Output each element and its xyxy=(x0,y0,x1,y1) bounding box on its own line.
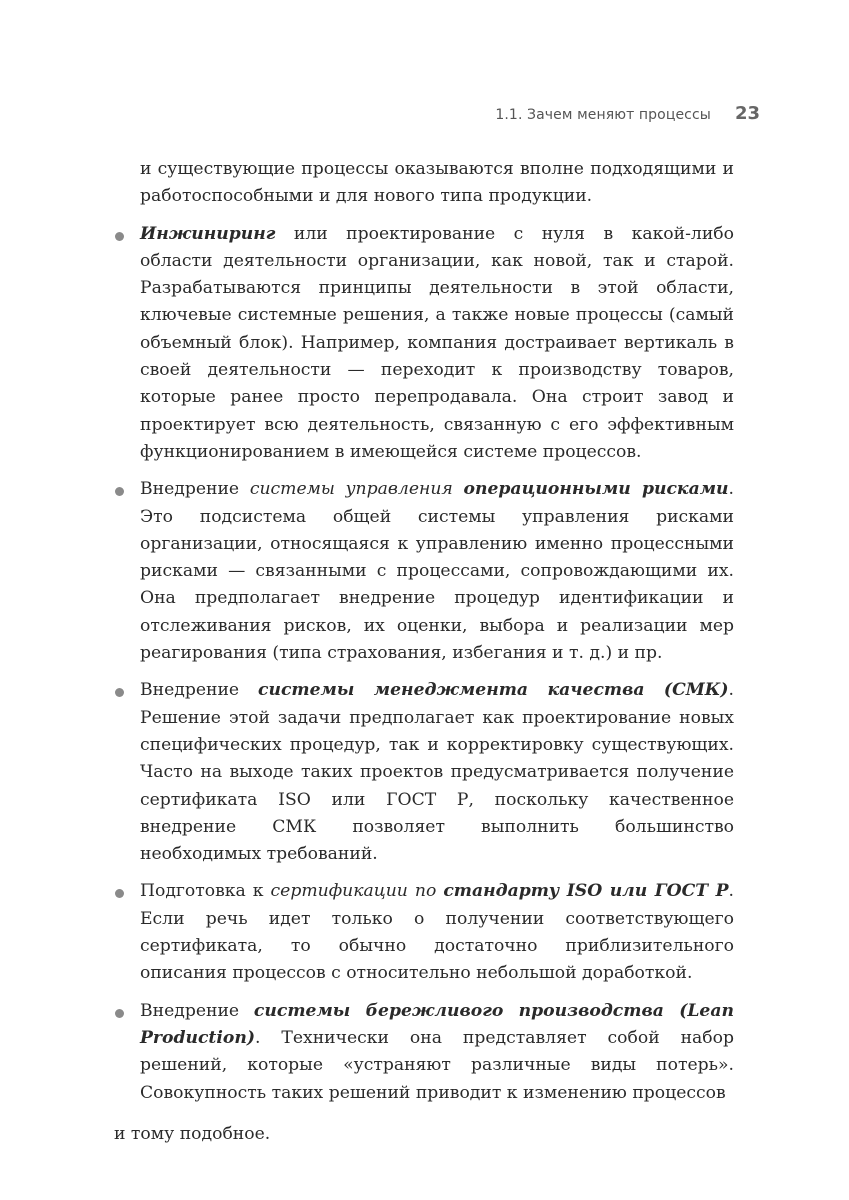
bullet-segment: Инжиниринг xyxy=(140,223,276,244)
bullet-dot-icon xyxy=(115,889,124,898)
bullet-segment: . Технически она представляет собой набор решений, которые «устраняют различные виды потерь». Совокупность таких решений приводит к изменению процессов xyxy=(140,1027,734,1103)
bullet-item-operational-risks xyxy=(114,476,734,667)
bullet-segment xyxy=(453,479,464,499)
closing-line: и тому подобное. xyxy=(114,1123,271,1144)
bullet-item-engineering xyxy=(114,221,734,467)
bullet-segment: системы менеджмента качества (СМК) xyxy=(258,680,729,701)
intro-continuation: и существующие процессы оказываются вполне подходящими и работоспособными и для нового типа продукции. xyxy=(140,159,734,207)
bullet-list xyxy=(114,221,734,1107)
page-number: 23 xyxy=(734,103,760,124)
bullet-segment: Внедрение xyxy=(140,680,258,701)
bullet-dot-icon xyxy=(115,487,124,496)
bullet-item-lean-production xyxy=(114,998,734,1107)
bullet-dot-icon xyxy=(115,232,124,241)
bullet-segment: сертификации по xyxy=(270,881,437,902)
bullet-segment: . Решение этой задачи предполагает как проектирование новых специфических процедур, так и корректировку существующих. Часто на выходе таких проектов предусматривается получение сертификата ISO или ГОСТ Р, поскольку качественное внедрение СМК позволяет выполнить большинство необходимых требований. xyxy=(140,680,735,865)
bullet-segment: Внедрение xyxy=(140,479,250,500)
bullet-segment: . Если речь идет только о получении соответствующего сертификата, то обычно достаточно приблизительного описания процессов с относительно небольшой доработкой. xyxy=(140,881,735,984)
bullet-segment: или проектирование с нуля в какой-либо области деятельнoсти организации, как новой, так и старой. Разрабатываются принципы деятельности в этой области, ключевые системные решения, а также новые процессы (самый объемный блок). Например, компания достраивает вертикаль в своей деятельности — переходит к производству товаров, которые ранее просто перепродавала. Она строит завод и проектирует всю деятельность, связанную с его эффективным функционированием в имеющейся системе процессов. xyxy=(140,223,734,462)
bullet-segment: системы бережливого производства (Lean Production) xyxy=(140,1000,735,1048)
bullet-item-quality-management xyxy=(114,677,734,868)
bullet-segment: стандарту ISO или ГОСТ Р xyxy=(443,881,729,902)
running-title: 1.1. Зачем меняют процессы xyxy=(495,107,711,123)
bullet-item-certification xyxy=(114,878,734,987)
bullet-dot-icon xyxy=(115,1009,124,1018)
running-head xyxy=(470,103,760,124)
bullet-segment: системы управления xyxy=(249,479,453,500)
bullet-segment: операционными рисками xyxy=(463,479,729,500)
bullet-segment: Подготовка к xyxy=(140,881,271,902)
body-text xyxy=(114,156,734,1148)
bullet-segment: . Это подсистема общей системы управления рисками организации, относящаяся к управлению именно процессными рисками — связанными с процессами, сопровождающими их. Она предполагает внедрение процедур идентификации и отслеживания рисков, их оценки, выбора и реализации мер реагирования (типа страхования, избегания и т. д.) и пр. xyxy=(140,479,735,664)
bullet-segment: Внедрение xyxy=(140,1000,254,1021)
bullet-dot-icon xyxy=(115,688,124,697)
